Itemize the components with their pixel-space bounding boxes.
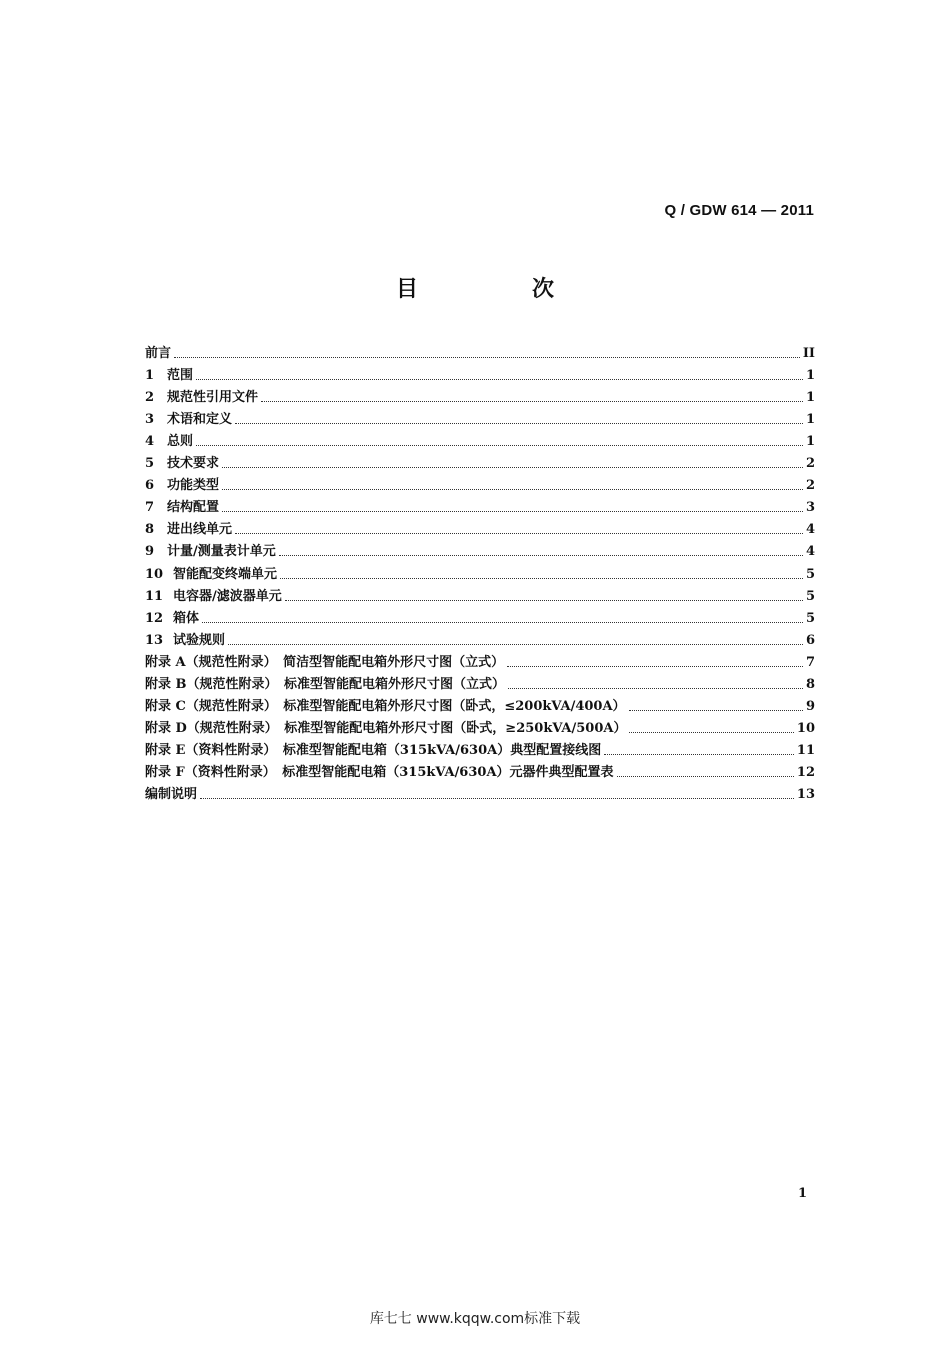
table-of-contents bbox=[145, 341, 815, 804]
toc-entry-page: 1 bbox=[805, 412, 815, 428]
toc-entry-title: 功能类型 bbox=[167, 478, 220, 494]
toc-entry-page: 2 bbox=[805, 456, 815, 472]
toc-leader-dots bbox=[196, 379, 803, 380]
toc-entry-title: 前言 bbox=[145, 346, 172, 362]
toc-entry-page: 2 bbox=[805, 478, 815, 494]
toc-entry-title: 范围 bbox=[167, 368, 194, 384]
toc-entry-title: 编制说明 bbox=[145, 786, 198, 802]
toc-entry-number: 12 bbox=[145, 610, 164, 626]
toc-entry-page: 9 bbox=[805, 698, 815, 714]
toc-entry[interactable] bbox=[145, 561, 815, 583]
toc-entry-title: 附录 F（资料性附录） 标准型智能配电箱（315kVA/630A）元器件典型配置表 bbox=[145, 764, 614, 780]
toc-entry-title: 计量/测量表计单元 bbox=[167, 544, 276, 560]
toc-entry[interactable] bbox=[145, 451, 815, 473]
toc-entry-title: 结构配置 bbox=[167, 500, 220, 516]
toc-entry-page: 1 bbox=[805, 368, 815, 384]
toc-entry[interactable] bbox=[145, 650, 815, 672]
toc-entry-page: 12 bbox=[796, 764, 815, 780]
toc-entry[interactable] bbox=[145, 738, 815, 760]
toc-leader-dots bbox=[617, 776, 794, 777]
toc-leader-dots bbox=[235, 423, 803, 424]
toc-entry[interactable] bbox=[145, 517, 815, 539]
toc-entry-number: 6 bbox=[145, 478, 155, 494]
toc-entry-page: 8 bbox=[805, 676, 815, 692]
toc-leader-dots bbox=[279, 555, 803, 556]
toc-entry-number: 11 bbox=[145, 588, 164, 604]
toc-leader-dots bbox=[222, 489, 803, 490]
toc-entry-number: 13 bbox=[145, 632, 164, 648]
toc-entry[interactable] bbox=[145, 628, 815, 650]
footer-watermark-text: 库七七 www.kqqw.com标准下载 bbox=[369, 1311, 581, 1327]
toc-entry[interactable] bbox=[145, 584, 815, 606]
toc-entry[interactable] bbox=[145, 407, 815, 429]
toc-entry-title: 规范性引用文件 bbox=[167, 390, 259, 406]
toc-entry[interactable] bbox=[145, 341, 815, 363]
toc-leader-dots bbox=[285, 600, 803, 601]
toc-leader-dots bbox=[196, 445, 803, 446]
toc-entry[interactable] bbox=[145, 429, 815, 451]
toc-entry-page: 11 bbox=[796, 742, 815, 758]
toc-entry-number: 8 bbox=[145, 522, 155, 538]
toc-entry-number: 5 bbox=[145, 456, 155, 472]
toc-entry-page: 5 bbox=[805, 610, 815, 626]
toc-entry[interactable] bbox=[145, 672, 815, 694]
toc-entry-page: 1 bbox=[805, 434, 815, 450]
toc-leader-dots bbox=[222, 467, 803, 468]
toc-leader-dots bbox=[202, 622, 803, 623]
toc-entry-title: 附录 E（资料性附录） 标准型智能配电箱（315kVA/630A）典型配置接线图 bbox=[145, 742, 602, 758]
toc-entry[interactable] bbox=[145, 716, 815, 738]
toc-leader-dots bbox=[222, 511, 803, 512]
toc-entry-number: 3 bbox=[145, 412, 155, 428]
toc-entry-title: 进出线单元 bbox=[167, 522, 233, 538]
toc-leader-dots bbox=[629, 710, 803, 711]
toc-entry[interactable] bbox=[145, 539, 815, 561]
toc-entry-number: 4 bbox=[145, 434, 155, 450]
toc-entry[interactable] bbox=[145, 694, 815, 716]
toc-entry-page: 7 bbox=[805, 654, 815, 670]
toc-entry-number: 1 bbox=[145, 368, 155, 384]
toc-entry-title: 术语和定义 bbox=[167, 412, 233, 428]
toc-leader-dots bbox=[280, 578, 803, 579]
toc-entry[interactable] bbox=[145, 363, 815, 385]
toc-entry-title: 试验规则 bbox=[173, 632, 226, 648]
toc-entry-title: 箱体 bbox=[173, 610, 200, 626]
toc-entry-title: 附录 D（规范性附录） 标准型智能配电箱外形尺寸图（卧式，≥250kVA/500A） bbox=[145, 720, 627, 736]
toc-leader-dots bbox=[200, 798, 794, 799]
toc-leader-dots bbox=[604, 754, 794, 755]
document-code: Q / GDW 614 — 2011 bbox=[664, 202, 814, 219]
toc-entry-number: 7 bbox=[145, 500, 155, 516]
toc-entry-page: 1 bbox=[805, 390, 815, 406]
toc-entry-title: 附录 B（规范性附录） 标准型智能配电箱外形尺寸图（立式） bbox=[145, 676, 506, 692]
toc-leader-dots bbox=[228, 644, 803, 645]
toc-entry-page: 13 bbox=[796, 786, 815, 802]
toc-entry[interactable] bbox=[145, 760, 815, 782]
toc-leader-dots bbox=[174, 357, 800, 358]
toc-leader-dots bbox=[508, 688, 803, 689]
toc-entry[interactable] bbox=[145, 782, 815, 804]
toc-entry-number: 9 bbox=[145, 544, 155, 560]
toc-entry-page: 6 bbox=[805, 632, 815, 648]
toc-entry-title: 电容器/滤波器单元 bbox=[173, 588, 282, 604]
page-title: 目 次 bbox=[395, 277, 600, 302]
toc-entry-page: 5 bbox=[805, 566, 815, 582]
toc-entry[interactable] bbox=[145, 473, 815, 495]
toc-entry[interactable] bbox=[145, 385, 815, 407]
toc-leader-dots bbox=[507, 666, 803, 667]
toc-entry-title: 附录 C（规范性附录） 标准型智能配电箱外形尺寸图（卧式，≤200kVA/400A） bbox=[145, 698, 626, 714]
toc-leader-dots bbox=[235, 533, 803, 534]
toc-entry-page: 10 bbox=[796, 720, 815, 736]
toc-entry-title: 附录 A（规范性附录） 简洁型智能配电箱外形尺寸图（立式） bbox=[145, 654, 505, 670]
page-number: 1 bbox=[797, 1186, 807, 1201]
toc-entry[interactable] bbox=[145, 495, 815, 517]
toc-entry-number: 10 bbox=[145, 566, 164, 582]
toc-entry-title: 智能配变终端单元 bbox=[173, 566, 278, 582]
toc-leader-dots bbox=[629, 732, 793, 733]
toc-entry-page: 5 bbox=[805, 588, 815, 604]
toc-entry-page: 4 bbox=[805, 522, 815, 538]
toc-entry-title: 总则 bbox=[167, 434, 194, 450]
toc-entry-page: 4 bbox=[805, 544, 815, 560]
toc-entry-page: 3 bbox=[805, 500, 815, 516]
toc-entry[interactable] bbox=[145, 606, 815, 628]
toc-leader-dots bbox=[261, 401, 803, 402]
toc-entry-title: 技术要求 bbox=[167, 456, 220, 472]
toc-entry-number: 2 bbox=[145, 390, 155, 406]
toc-entry-page: II bbox=[802, 346, 815, 362]
